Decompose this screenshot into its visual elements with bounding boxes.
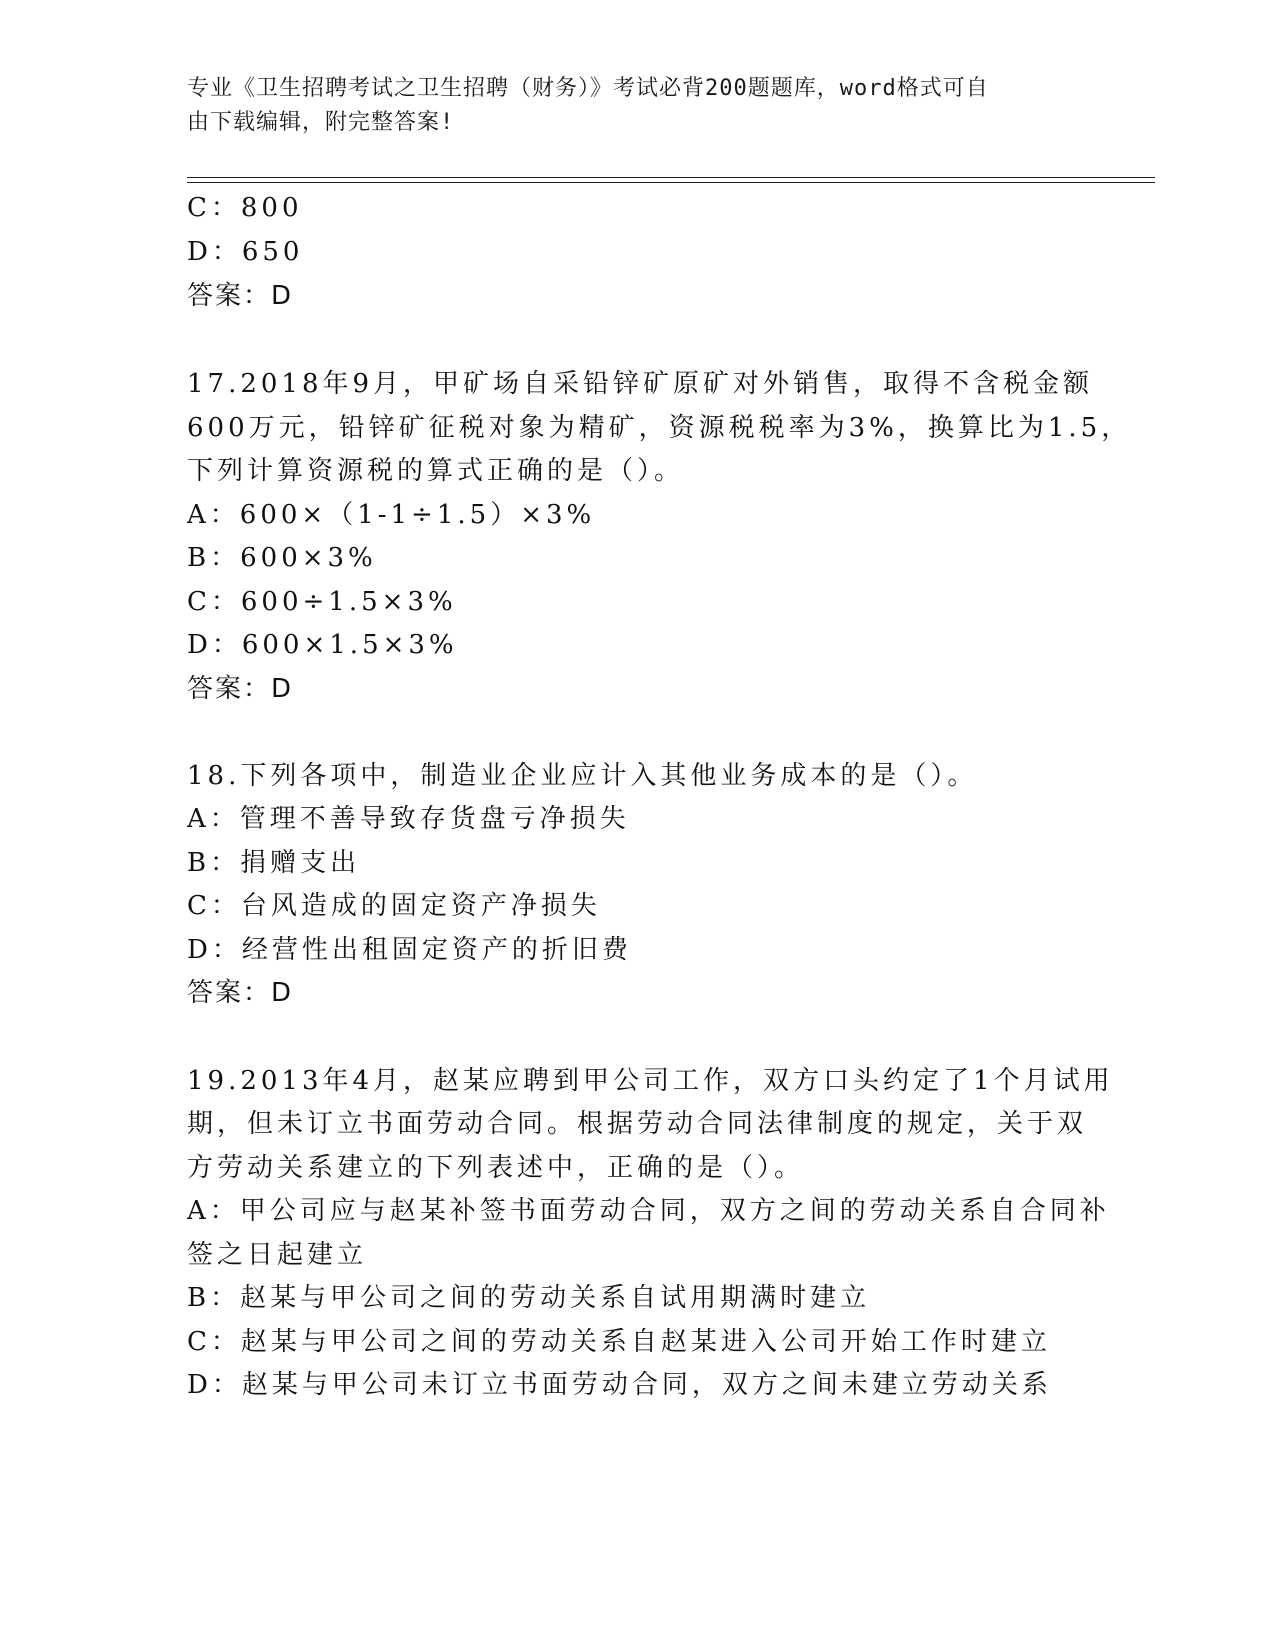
q19-option-c: C：赵某与甲公司之间的劳动关系自赵某进入公司开始工作时建立 xyxy=(187,1327,1051,1357)
q19-option-d: D：赵某与甲公司未订立书面劳动合同，双方之间未建立劳动关系 xyxy=(187,1370,1052,1400)
q17-option-a: A：600×（1-1÷1.5）×3% xyxy=(187,500,596,530)
header-divider-top xyxy=(187,177,1155,178)
q18-option-d: D：经营性出租固定资产的折旧费 xyxy=(187,935,632,965)
q19-option-b: B：赵某与甲公司之间的劳动关系自试用期满时建立 xyxy=(187,1283,871,1313)
q19-stem-line-2: 期，但未订立书面劳动合同。根据劳动合同法律制度的规定，关于双 xyxy=(187,1109,1088,1139)
q19-option-a-line-2: 签之日起建立 xyxy=(187,1240,368,1270)
q18-option-a: A：管理不善导致存货盘亏净损失 xyxy=(187,804,630,834)
q17-stem-line-3: 下列计算资源税的算式正确的是（）。 xyxy=(187,456,685,486)
q18-option-b: B：捐赠支出 xyxy=(187,848,361,878)
q18-option-c: C：台风造成的固定资产净损失 xyxy=(187,891,601,921)
q18-answer: 答案：D xyxy=(187,978,294,1008)
q17-option-b: B：600×3% xyxy=(187,543,377,573)
header-line-1: 专业《卫生招聘考试之卫生招聘（财务）》考试必背200题题库，word格式可自 xyxy=(187,76,989,101)
q18-stem-line-1: 18.下列各项中，制造业企业应计入其他业务成本的是（）。 xyxy=(187,761,978,791)
header-line-2: 由下载编辑，附完整答案! xyxy=(187,110,455,135)
q16-option-d: D：650 xyxy=(187,237,304,267)
q19-stem-line-1: 19.2013年4月，赵某应聘到甲公司工作，双方口头约定了1个月试用 xyxy=(187,1066,1114,1096)
q16-option-c: C：800 xyxy=(187,193,303,223)
q17-stem-line-2: 600万元，铅锌矿征税对象为精矿，资源税税率为3%，换算比为1.5， xyxy=(187,413,1132,443)
header-divider-bottom xyxy=(187,182,1155,183)
q17-option-d: D：600×1.5×3% xyxy=(187,630,458,660)
document-header xyxy=(187,72,1067,140)
q19-stem-line-3: 方劳动关系建立的下列表述中，正确的是（）。 xyxy=(187,1153,805,1183)
q17-answer: 答案：D xyxy=(187,674,294,704)
q16-answer: 答案：D xyxy=(187,281,294,311)
q19-option-a-line-1: A：甲公司应与赵某补签书面劳动合同，双方之间的劳动关系自合同补 xyxy=(187,1196,1110,1226)
q17-option-c: C：600÷1.5×3% xyxy=(187,587,457,617)
q17-stem-line-1: 17.2018年9月，甲矿场自采铅锌矿原矿对外销售，取得不含税金额 xyxy=(187,369,1094,399)
